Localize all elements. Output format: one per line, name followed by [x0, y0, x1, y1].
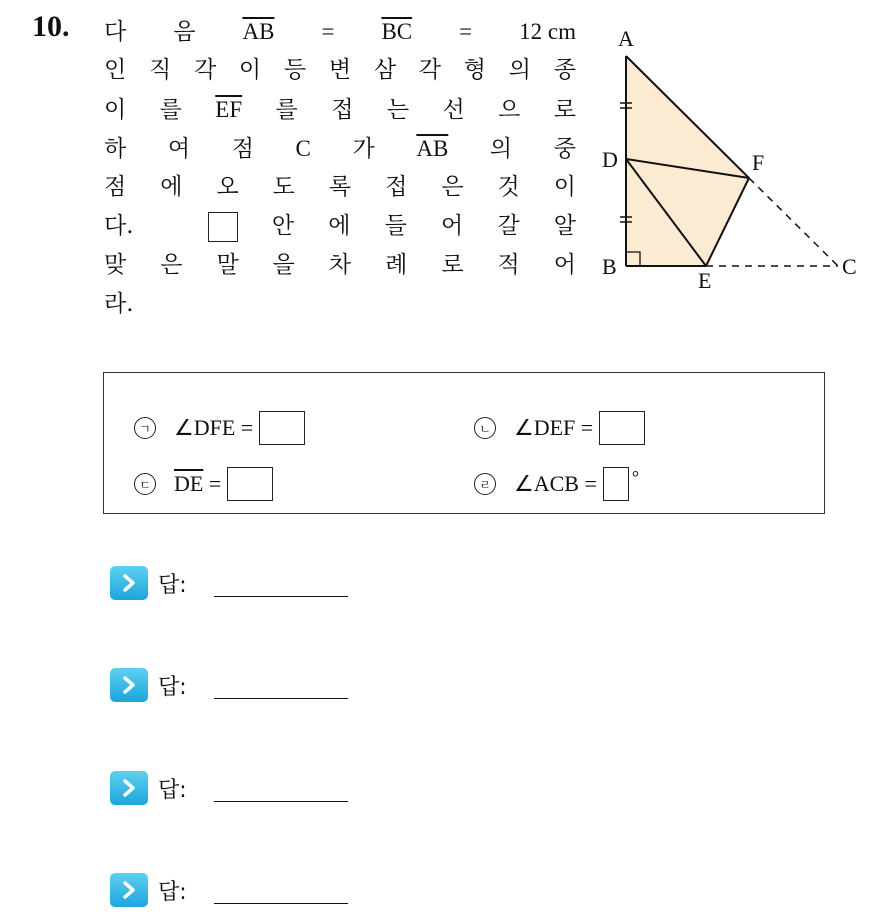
chevron-right-icon: [110, 668, 148, 702]
answer-row[interactable]: [110, 566, 187, 600]
answer-blank-line[interactable]: [214, 801, 348, 802]
question-line: [104, 168, 576, 207]
word: 다: [104, 19, 127, 45]
word: 직: [148, 57, 172, 83]
question-line: [104, 129, 576, 168]
word: 적: [497, 252, 520, 278]
word: 알: [553, 213, 576, 239]
word: 이: [238, 57, 262, 83]
question-number: 10.: [32, 10, 70, 43]
point-b-label: B: [602, 254, 617, 279]
item-4: [474, 467, 639, 501]
marker-circle: ㄴ: [474, 417, 496, 439]
answer-blank-line[interactable]: [214, 698, 348, 699]
word: 를: [275, 97, 298, 123]
segment-de-overline: $\overline{DE}$: [174, 471, 204, 496]
word: 로: [441, 252, 464, 278]
word: 은: [160, 252, 183, 278]
item-expression: ∠ACB =: [514, 471, 597, 496]
answer-box: [259, 411, 305, 445]
word: 갈: [497, 213, 520, 239]
word: 들: [384, 213, 407, 239]
word: 은: [441, 174, 464, 200]
point-e-label: E: [698, 268, 712, 292]
question-line: [104, 207, 576, 246]
blank-box: [208, 212, 238, 242]
question-line: [104, 90, 576, 129]
question-line: [104, 51, 576, 90]
chevron-right-icon: [110, 873, 148, 907]
word: 라.: [104, 291, 134, 317]
question-line: [104, 246, 576, 285]
answer-row[interactable]: [110, 668, 187, 702]
word: 록: [328, 174, 352, 200]
word: 접: [331, 97, 354, 123]
word: 는: [386, 97, 410, 123]
segment-ef: $\overline{EF}$: [215, 97, 243, 122]
answer-row[interactable]: [110, 771, 187, 805]
word: 이: [553, 174, 576, 200]
word: 을: [272, 252, 295, 278]
word: 중: [553, 136, 576, 162]
word: 다.: [104, 213, 134, 239]
equals-sign: =: [203, 471, 222, 496]
word: 인: [104, 57, 127, 83]
word: 로: [553, 97, 576, 123]
word: 접: [385, 174, 408, 200]
word: 의: [489, 136, 513, 162]
chevron-right-icon: [110, 771, 148, 805]
word: 오: [216, 174, 239, 200]
triangle-diagram: [596, 22, 866, 292]
question-line: [104, 12, 576, 51]
word: 점: [104, 174, 127, 200]
answer-blank-line[interactable]: [214, 596, 348, 597]
answer-blank-line[interactable]: [214, 903, 348, 904]
word: 점: [231, 136, 254, 162]
degree-symbol: °: [631, 467, 640, 487]
word: 종: [553, 57, 576, 83]
answer-label: 답:: [158, 777, 187, 803]
word: 말: [216, 252, 239, 278]
word: 삼: [373, 57, 397, 83]
point-d-label: D: [602, 147, 618, 172]
word: 의: [508, 57, 531, 83]
item-2: [474, 411, 645, 445]
word: 어: [440, 213, 464, 239]
point-c-label: C: [842, 254, 857, 279]
word: 가: [352, 136, 375, 162]
word: 차: [328, 252, 352, 278]
word: 맞: [104, 252, 127, 278]
word: 여: [167, 136, 191, 162]
point-a-label: A: [618, 26, 634, 51]
word: 등: [283, 57, 307, 83]
word: 도: [272, 174, 295, 200]
word: 에: [328, 213, 351, 239]
word: 례: [385, 252, 408, 278]
item-3: [134, 467, 273, 501]
word: 으: [498, 97, 521, 123]
word: 각: [418, 57, 441, 83]
segment-ab: $\overline{AB}$: [242, 19, 275, 44]
chevron-right-icon: [110, 566, 148, 600]
length-value: 12 cm: [519, 19, 576, 44]
word: 형: [463, 57, 486, 83]
point-c-label: C: [295, 136, 311, 161]
word: 선: [442, 97, 465, 123]
answer-box: [599, 411, 645, 445]
word: 안: [271, 213, 295, 239]
dashed-fc: [749, 178, 838, 266]
segment-ab: $\overline{AB}$: [416, 136, 449, 161]
answer-label: 답:: [158, 674, 187, 700]
item-1: [134, 411, 305, 445]
word: 어: [553, 252, 576, 278]
word: 것: [497, 174, 520, 200]
marker-circle: ㄷ: [134, 473, 156, 495]
question-line: [104, 285, 576, 324]
marker-circle: ㄹ: [474, 473, 496, 495]
fill-in-box: [103, 372, 825, 514]
word: 변: [328, 57, 352, 83]
answer-label: 답:: [158, 879, 187, 905]
marker-circle: ㄱ: [134, 417, 156, 439]
word: 이: [104, 97, 127, 123]
answer-row[interactable]: [110, 873, 187, 907]
item-expression: ∠DFE =: [174, 415, 254, 440]
equals-sign: =: [321, 19, 335, 44]
word: 를: [159, 97, 182, 123]
word: 음: [173, 19, 196, 45]
triangle-figure: [596, 22, 866, 292]
point-f-label: F: [752, 150, 765, 175]
word: 각: [193, 57, 217, 83]
equals-sign: =: [459, 19, 473, 44]
word: 하: [104, 136, 127, 162]
answer-label: 답:: [158, 572, 187, 598]
word: 에: [160, 174, 183, 200]
answer-box: [603, 467, 629, 501]
answer-box: [227, 467, 273, 501]
segment-bc: $\overline{BC}$: [381, 19, 413, 44]
item-expression: ∠DEF =: [514, 415, 594, 440]
question-text: [104, 12, 576, 324]
